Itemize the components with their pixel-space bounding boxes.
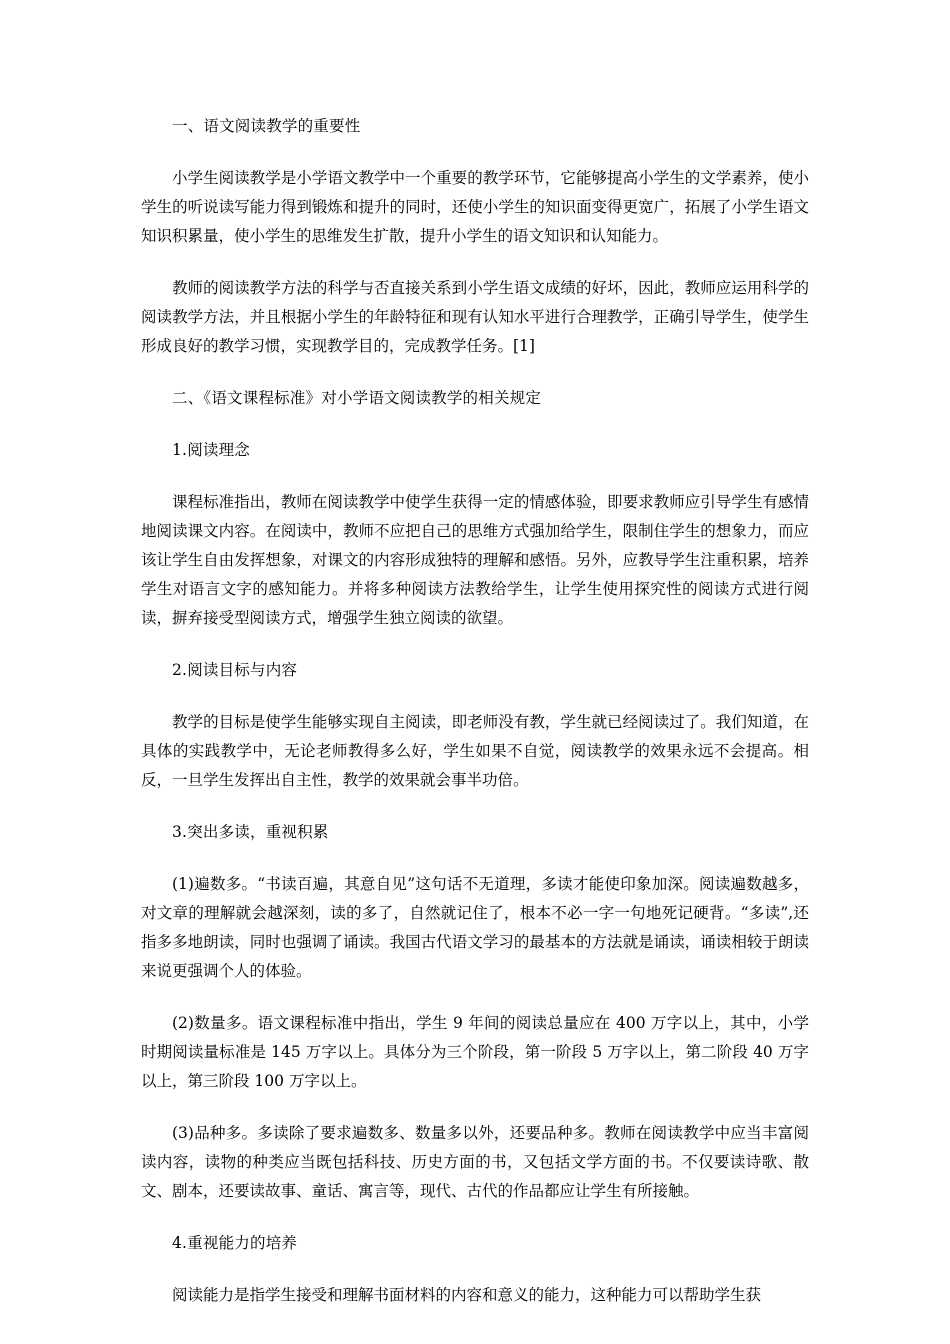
paragraph: 教师的阅读教学方法的科学与否直接关系到小学生语文成绩的好坏，因此，教师应运用科学的阅读教学方法，并且根据小学生的年龄特征和现有认知水平进行合理教学，正确引导学生，使学生形成良好的教学习惯，实现教学目的，完成教学任务。[1]: [141, 279, 809, 355]
paragraph: (3)品种多。多读除了要求遍数多、数量多以外，还要品种多。教师在阅读教学中应当丰富阅读内容，读物的种类应当既包括科技、历史方面的书，又包括文学方面的书。不仅要读诗歌、散文、剧本，还要读故事、童话、寓言等，现代、古代的作品都应让学生有所接触。: [141, 1124, 809, 1200]
paragraph: 阅读能力是指学生接受和理解书面材料的内容和意义的能力，这种能力可以帮助学生获: [172, 1286, 762, 1304]
subsection-heading: 3.突出多读，重视积累: [172, 823, 329, 841]
paragraph: 小学生阅读教学是小学语文教学中一个重要的教学环节，它能够提高小学生的文学素养，使小学生的听说读写能力得到锻炼和提升的同时，还使小学生的知识面变得更宽广，拓展了小学生语文知识积累量，使小学生的思维发生扩散，提升小学生的语文知识和认知能力。: [141, 169, 809, 245]
section-heading: 二、《语文课程标准》对小学语文阅读教学的相关规定: [172, 389, 542, 407]
paragraph: (1)遍数多。“书读百遍，其意自见”这句话不无道理，多读才能使印象加深。阅读遍数越多，对文章的理解就会越深刻，读的多了，自然就记住了，根本不必一字一句地死记硬背。“多读”,还指多多地朗读，同时也强调了诵读。我国古代语文学习的最基本的方法就是诵读，诵读相较于朗读来说更强调个人的体验。: [141, 875, 809, 980]
section-heading: 一、语文阅读教学的重要性: [172, 117, 361, 135]
paragraph: 课程标准指出，教师在阅读教学中使学生获得一定的情感体验，即要求教师应引导学生有感情地阅读课文内容。在阅读中，教师不应把自己的思维方式强加给学生，限制住学生的想象力，而应该让学生自由发挥想象，对课文的内容形成独特的理解和感悟。另外，应教导学生注重积累，培养学生对语言文字的感知能力。并将多种阅读方法教给学生，让学生使用探究性的阅读方式进行阅读，摒弃接受型阅读方式，增强学生独立阅读的欲望。: [141, 493, 809, 627]
subsection-heading: 2.阅读目标与内容: [172, 661, 298, 679]
subsection-heading: 4.重视能力的培养: [172, 1234, 298, 1252]
document-page: [141, 112, 809, 1310]
paragraph: 教学的目标是使学生能够实现自主阅读，即老师没有教，学生就已经阅读过了。我们知道，在具体的实践教学中，无论老师教得多么好，学生如果不自觉，阅读教学的效果永远不会提高。相反，一旦学生发挥出自主性，教学的效果就会事半功倍。: [141, 713, 809, 789]
paragraph: (2)数量多。语文课程标准中指出，学生 9 年间的阅读总量应在 400 万字以上，其中，小学时期阅读量标准是 145 万字以上。具体分为三个阶段，第一阶段 5 万字以上，第二阶段 40 万字以上，第三阶段 100 万字以上。: [141, 1014, 809, 1090]
subsection-heading: 1.阅读理念: [172, 441, 250, 459]
